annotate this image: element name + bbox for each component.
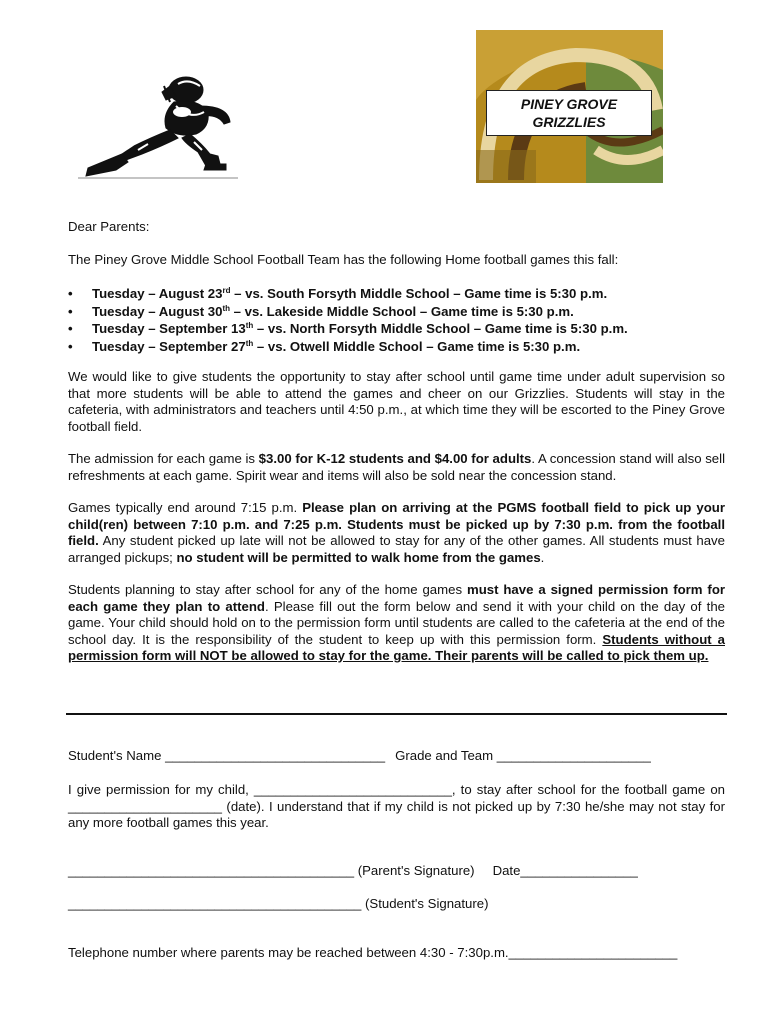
student-signature-field[interactable]: ________________________________________ (Student's Signature) <box>68 896 489 911</box>
walk-home-warning: no student will be permitted to walk home from the games <box>176 549 541 565</box>
logo-line-2: GRIZZLIES <box>532 114 606 130</box>
list-item: • Tuesday – September 13th – vs. North Forsyth Middle School – Game time is 5:30 p.m. <box>68 321 628 336</box>
logo-line-1: PINEY GROVE <box>520 96 618 112</box>
permission-paragraph: Students planning to stay after school for any of the home games must have a signed permission form for each game they plan to attend. Please fill out the form below and send it with your child on the day of the game. Your child should hold on to the permission form until students are called to the cafeteria at the end of the school day. It is the responsibility of the student to keep up with this permission form. Students without a permission form will NOT be allowed to stay for the game. Their parents will be called to pick them up. <box>68 582 726 663</box>
pickup-paragraph: Games typically end around 7:15 p.m. Please plan on arriving at the PGMS football field to pick up your child(ren) between 7:10 p.m. and 7:25 p.m. Students must be picked up by 7:30 p.m. from the football field. Any student picked up late will not be allowed to stay for any of the other games. All students must have arranged pickups; no student will be permitted to walk home from the games. <box>68 500 725 565</box>
permission-requirement: must have a signed permission form for each game they plan to attend <box>68 582 726 614</box>
bullet-icon: • <box>68 338 73 354</box>
telephone-field[interactable]: Telephone number where parents may be reached between 4:30 - 7:30p.m._______________________ <box>68 945 678 960</box>
games-list <box>68 285 725 355</box>
grade-team-field[interactable]: Grade and Team _____________________ <box>395 748 651 763</box>
parent-signature-row <box>68 863 725 880</box>
no-form-warning: Students without a permission form will NOT be allowed to stay for the game. Their parents will be called to pick them up. <box>68 631 725 663</box>
list-item: • Tuesday – August 30th – vs. Lakeside Middle School – Game time is 5:30 p.m. <box>68 303 574 319</box>
student-name-field[interactable]: Student's Name ______________________________ <box>68 748 386 763</box>
bullet-icon: • <box>68 321 73 336</box>
intro-text: The Piney Grove Middle School Football Team has the following Home football games this fall: <box>68 252 619 267</box>
supervision-paragraph: We would like to give students the opportunity to stay after school until game time under adult supervision so that more students will be able to attend the games and cheer on our Grizzlies. Students will stay in the cafeteria, with administrators and teachers until 4:50 p.m., at which time they will be escorted to the Piney Grove football field. <box>68 369 725 434</box>
student-name-row <box>68 748 725 765</box>
football-player-illustration <box>78 72 238 184</box>
bullet-icon: • <box>68 286 73 301</box>
list-item: • Tuesday – September 27th – vs. Otwell Middle School – Game time is 5:30 p.m. <box>68 338 581 354</box>
logo-label <box>486 90 652 136</box>
permission-statement[interactable]: I give permission for my child, ___________________________, to stay after school for the football game on _____________________ (date). I understand that if my child is not picked up by 7:30 he/she may not stay for any more football games this year. <box>68 782 725 830</box>
admission-prices: $3.00 for K-12 students and $4.00 for adults <box>258 451 532 466</box>
list-item: • Tuesday – August 23rd – vs. South Forsyth Middle School – Game time is 5:30 p.m. <box>68 286 608 301</box>
school-logo <box>476 30 663 183</box>
bullet-icon: • <box>68 303 73 319</box>
date-field[interactable]: Date________________ <box>492 863 638 878</box>
parent-signature-field[interactable]: _______________________________________ (Parent's Signature) <box>68 863 475 878</box>
pickup-instructions: Please plan on arriving at the PGMS football field to pick up your child(ren) between 7:10 p.m. and 7:25 p.m. Students must be picked up by 7:30 p.m. from the football field. <box>68 500 725 548</box>
greeting: Dear Parents: <box>68 219 150 234</box>
divider <box>66 713 727 715</box>
admission-paragraph: The admission for each game is $3.00 for K-12 students and $4.00 for adults. A concession stand will also sell refreshments at each game. Spirit wear and items will also be sold near the concession stand. <box>68 451 726 483</box>
